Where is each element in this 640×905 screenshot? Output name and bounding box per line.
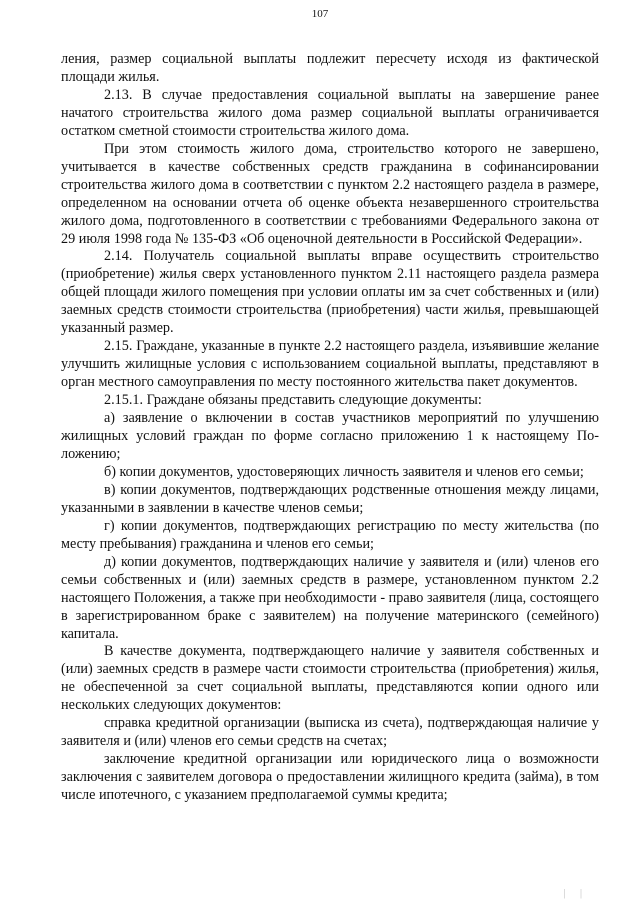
body-text [61,51,599,805]
paragraph: а) заявление о включении в состав участников мероприятий по улучшению жилищных условий граждан по форме согласно приложению 1 к настоящему Положению; [61,410,599,462]
paragraph: г) копии документов, подтверждающих регистрацию по месту жительства (по месту пребывания) гражданина и членов его семьи; [61,517,599,552]
page-number: 107 [311,8,329,20]
paragraph: д) копии документов, подтверждающих наличие у заявителя и (или) членов его семьи собственных и (или) заемных средств в размере, установленном пунктом 2.2 настоящего Положения, а также при необходимости - право заявителя (лица, состоящего в зарегистрированном браке с заявителем) на получение материнского (семейного) капитала. [61,553,599,642]
paragraph: справка кредитной организации (выписка из счета), подтверждающая наличие у заявителя и (или) членов его семьи средств на счетах; [61,715,599,750]
paragraph: ления, размер социальной выплаты подлежит пересчету исходя из фактической площади жилья. [61,51,599,85]
paragraph: В качестве документа, подтверждающего наличие у заявителя собственных и (или) заемных средств в размере части стоимости строительства (приобретения) жилья, не обеспеченной за счет социальной выплаты, представляются копии одного или нескольких следующих документов: [61,643,599,714]
paragraph: 2.15. Граждане, указанные в пункте 2.2 настоящего раздела, изъявившие желание улучшить жилищные условия с использованием социальной выплаты, представляют в орган местного самоуправления по месту постоянного жительства пакет документов. [61,338,599,391]
paragraph: 2.13. В случае предоставления социальной выплаты на завершение ранее начатого строительства жилого дома размер социальной выплаты ограничивается остатком сметной стоимости строительства жилого дома. [61,86,599,139]
paragraph: б) копии документов, удостоверяющих личность заявителя и членов его семьи; [104,463,584,480]
paragraph: заключение кредитной организации или юридического лица о возможности заключения с заявителем договора о предоставлении жилищного кредита (займа), в том числе ипотечного, с указанием предполагаемой суммы кредита; [61,751,599,804]
paragraph: 2.14. Получатель социальной выплаты вправе осуществить строительство (приобретение) жилья сверх установленного пунктом 2.11 настоящего раздела размера общей площади жилого помещения при условии оплаты им за счет собственных и (или) заемных средств стоимости строительства (приобретения) части жилья, превышающей указанный размер. [61,248,599,337]
paragraph: 2.15.1. Граждане обязаны представить следующие документы: [104,392,482,409]
paragraph: в) копии документов, подтверждающих родственные отношения между лицами, указанными в заявлении в качестве членов семьи; [61,481,599,516]
scan-edge-marks: | | [563,888,588,899]
paragraph: При этом стоимость жилого дома, строительство которого не завершено, учитывается в качестве собственных средств гражданина в софинансировании строительства жилого дома в соответствии с пунктом 2.2 настоящего раздела в размере, определенном на основании отчета об оценке объекта незавершенного строительства жилого дома, подготовленного в соответствии с требованиями Федерального закона от 29 июля 1998 года № 135-ФЗ «Об оценочной деятельности в Российской Федерации». [61,140,599,247]
